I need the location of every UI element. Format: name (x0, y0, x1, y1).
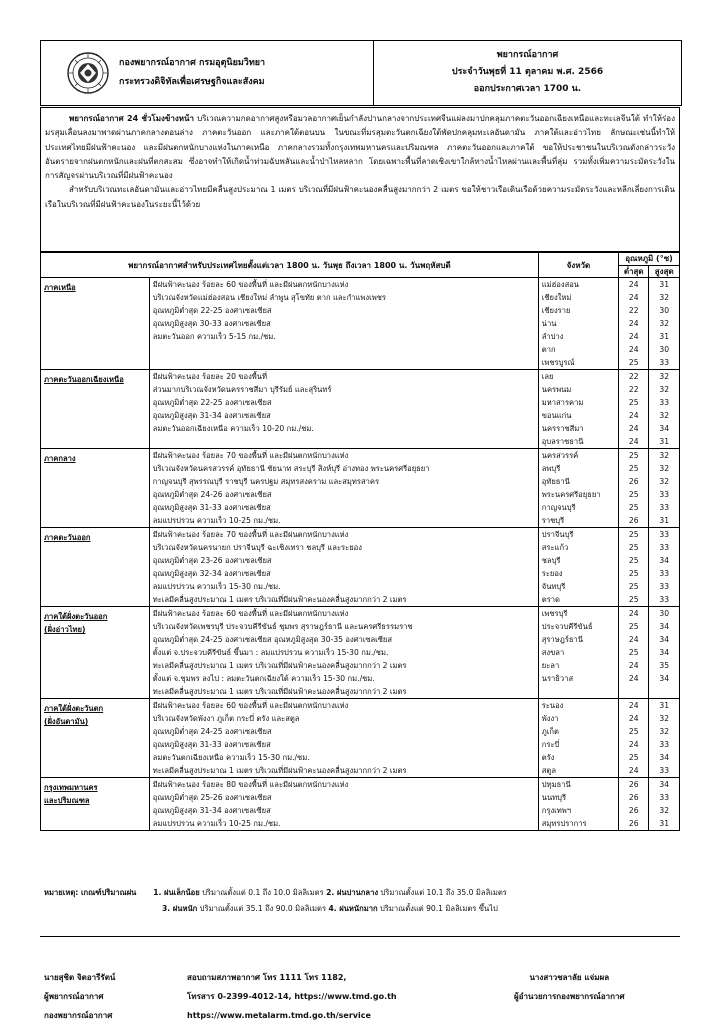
province-list (538, 607, 618, 699)
min-temp-list (619, 449, 649, 528)
max-temp: 32 (659, 451, 670, 460)
province-name: พระนครศรีอยุธยา (541, 490, 601, 499)
detail-line: อุณหภูมิสูงสุด 31-34 องศาเซลเซียส (152, 806, 271, 815)
note-divider (40, 936, 680, 937)
detail-line: อุณหภูมิต่ำสุด 24-25 องศาเซลเซียส อุณหภูมิสูงสุด 30-35 องศาเซลเซียส (152, 635, 392, 644)
detail-line: บริเวณจังหวัดแม่ฮ่องสอน เชียงใหม่ ลำพูน สุโขทัย ตาก และกำแพงเพชร (152, 293, 386, 302)
min-temp: 25 (628, 464, 639, 473)
summary-text: บริเวณความกดอากาศสูงหรือมวลอากาศเย็นกำลังปานกลางจากประเทศจีนแผ่ลงมาปกคลุมภาคตะวันออกเฉียงเหนือและทะเลจีนใต้ ทำให้ร่องมรสุมเลื่อนลงมาพาดผ่านภาคกลางตอนล่าง ภาคตะวันออก และภาคใต้ตอนบน ในขณะที่มรสุมตะวันตกเฉียงใต้พัดปกคลุมทะเลอันดามัน ภาคใต้และอ่าวไทย ลักษณะเช่นนี้ทำให้ประเทศไทยมีฝนฟ้าคะนอง และมีฝนตกหนักบางแห่งในภาคเหนือ ภาคกลางรวมทั้งกรุงเทพมหานครและปริมณฑล ภาคตะวันออกและภาคใต้ ขอให้ประชาชนในบริเวณดังกล่าวระวังอันตรายจากฝนตกหนักและฝนที่ตกสะสม ซึ่งอาจทำให้เกิดน้ำท่วมฉับพลันและน้ำป่าไหลหลาก โดยเฉพาะพื้นที่ลาดเชิงเขาใกล้ทางน้ำไหลผ่านและพื้นที่ลุ่ม รวมทั้งเพิ่มความระมัดระวังในการสัญจรผ่านบริเวณที่มีฝนฟ้าคะนอง (45, 114, 675, 181)
max-temp: 33 (659, 530, 670, 539)
detail-line: ลมตะวันออกเฉียงเหนือ ความเร็ว 10-20 กม./ชม. (152, 424, 314, 433)
forecaster-name: นายสุชิต จิตอารีรัตน์ (44, 973, 116, 982)
rain-moderate-range: ปริมาณตั้งแต่ 10.1 ถึง 35.0 มิลลิเมตร (378, 888, 507, 897)
rain-light-range: ปริมาณตั้งแต่ 0.1 ถึง 10.0 มิลลิเมตร (199, 888, 327, 897)
max-temp: 32 (659, 806, 670, 815)
detail-line: อุณหภูมิต่ำสุด 25-26 องศาเซลเซียส (152, 793, 272, 802)
max-temp: 31 (659, 280, 670, 289)
min-temp: 25 (628, 543, 639, 552)
region-title: ภาคกลาง (44, 454, 76, 463)
min-temp: 25 (628, 648, 639, 657)
detail-line: ส่วนมากบริเวณจังหวัดนครราชสีมา บุรีรัมย์ และสุรินทร์ (152, 385, 332, 394)
min-temp-list (619, 278, 649, 370)
region-name (41, 778, 150, 831)
max-temp: 34 (659, 648, 670, 657)
province-name: ขอนแก่น (541, 411, 572, 420)
province-name: นครราชสีมา (541, 424, 584, 433)
director-title: ผู้อำนวยการกองพยากรณ์อากาศ (514, 992, 625, 1001)
region-row (41, 449, 680, 528)
region-row (41, 370, 680, 449)
min-temp: 26 (628, 477, 639, 486)
min-temp: 26 (628, 806, 639, 815)
forecaster-title: ผู้พยากรณ์อากาศ (44, 992, 104, 1001)
province-name: นครพนม (541, 385, 572, 394)
max-temp-list (649, 699, 680, 778)
max-temp: 32 (659, 464, 670, 473)
region-title: ภาคเหนือ (44, 283, 76, 292)
max-temp: 33 (659, 503, 670, 512)
province-name: สตูล (541, 766, 556, 775)
forecaster-block (44, 968, 115, 1025)
min-temp: 24 (628, 332, 639, 341)
max-temp: 32 (659, 714, 670, 723)
province-name: สระแก้ว (541, 543, 569, 552)
max-temp: 32 (659, 411, 670, 420)
max-temp: 32 (659, 727, 670, 736)
doc-date: ประจำวันพุธที่ 11 ตุลาคม พ.ศ. 2566 (451, 67, 604, 77)
min-temp: 24 (628, 635, 639, 644)
province-column-header: จังหวัด (538, 253, 618, 278)
detail-line (153, 356, 535, 369)
detail-line (153, 343, 535, 356)
province-list (538, 278, 618, 370)
max-temp: 32 (659, 319, 670, 328)
rain-heavy-label: 3. ฝนหนัก (162, 904, 198, 913)
max-temp: 34 (659, 622, 670, 631)
region-title: ภาคตะวันออกเฉียงเหนือ (44, 375, 124, 384)
detail-line: อุณหภูมิต่ำสุด 22-25 องศาเซลเซียส (152, 398, 272, 407)
temp-column-header: อุณหภูมิ (°ซ) (619, 253, 680, 266)
min-temp: 26 (628, 793, 639, 802)
province-name: นราธิวาส (541, 674, 574, 683)
max-temp-list (649, 528, 680, 607)
min-temp: 25 (628, 398, 639, 407)
contact-block (187, 968, 397, 1025)
regional-forecast-table (40, 252, 680, 831)
min-temp: 25 (628, 753, 639, 762)
region-title: ภาคใต้ฝั่งตะวันตก (44, 704, 104, 713)
max-temp: 32 (659, 477, 670, 486)
max-temp: 34 (659, 780, 670, 789)
max-temp: 34 (659, 635, 670, 644)
marine-text: สำหรับบริเวณทะเลอันดามันและอ่าวไทยมีคลื่นสูงประมาณ 1 เมตร บริเวณที่มีฝนฟ้าคะนองคลื่นสูงมากกว่า 2 เมตร ขอให้ชาวเรือเดินเรือด้วยความระมัดระวังและหลีกเลี่ยงการเดินเรือในบริเวณที่มีฝนฟ้าคะนองในระยะนี้ไว้ด้วย (45, 185, 675, 209)
region-name (41, 278, 150, 370)
max-temp: 34 (659, 556, 670, 565)
ministry-name: กระทรวงดิจิทัลเพื่อเศรษฐกิจและสังคม (119, 77, 265, 87)
detail-line: อุณหภูมิต่ำสุด 23-26 องศาเซลเซียส (152, 556, 272, 565)
province-name (542, 685, 615, 698)
min-temp: 25 (628, 569, 639, 578)
region-name (41, 370, 150, 449)
min-temp: 26 (628, 819, 639, 828)
province-name: อุทัยธานี (541, 477, 570, 486)
min-temp: 25 (628, 582, 639, 591)
province-name: นนทบุรี (541, 793, 567, 802)
max-temp: 32 (659, 372, 670, 381)
province-name: มหาสารคาม (541, 398, 584, 407)
province-name: เลย (541, 372, 554, 381)
agency-name: กองพยากรณ์อากาศ กรมอุตุนิยมวิทยา (119, 58, 266, 68)
min-temp: 24 (628, 714, 639, 723)
region-name (41, 699, 150, 778)
rain-heavy-range: ปริมาณตั้งแต่ 35.1 ถึง 90.0 มิลลิเมตร (197, 904, 329, 913)
detail-line: ลมแปรปรวน ความเร็ว 15-30 กม./ชม. (152, 582, 281, 591)
region-detail (149, 370, 538, 449)
province-name: ปทุมธานี (541, 780, 571, 789)
min-temp-list (619, 528, 649, 607)
forecast-summary (40, 107, 680, 252)
region-subtitle: (ฝั่งอันดามัน) (44, 717, 89, 726)
max-temp: 33 (659, 766, 670, 775)
region-name (41, 607, 150, 699)
province-name: ลพบุรี (541, 464, 561, 473)
max-temp: 33 (659, 793, 670, 802)
detail-line: บริเวณจังหวัดนครสวรรค์ อุทัยธานี ชัยนาท สระบุรี สิงห์บุรี อ่างทอง พระนครศรีอยุธยา (152, 464, 430, 473)
director-block (514, 968, 625, 1006)
max-temp: 33 (659, 569, 670, 578)
max-temp-list (649, 607, 680, 699)
province-name: จันทบุรี (541, 582, 566, 591)
region-title: ภาคตะวันออก (44, 533, 91, 542)
max-temp: 30 (659, 306, 670, 315)
min-temp: 24 (628, 437, 639, 446)
min-temp: 25 (628, 530, 639, 539)
max-temp: 33 (659, 595, 670, 604)
document-header (40, 40, 682, 106)
max-temp: 31 (659, 701, 670, 710)
rain-moderate-label: 2. ฝนปานกลาง (326, 888, 379, 897)
min-temp-list (619, 778, 649, 831)
province-name: ชลบุรี (541, 556, 561, 565)
max-temp: 30 (659, 609, 670, 618)
region-title: กรุงเทพมหานคร (44, 783, 98, 792)
province-name: สมุทรปราการ (541, 819, 587, 828)
detail-line: ทะเลมีคลื่นสูงประมาณ 1 เมตร บริเวณที่มีฝนฟ้าคะนองคลื่นสูงมากกว่า 2 เมตร (152, 595, 407, 604)
max-temp: 33 (659, 582, 670, 591)
province-name: เชียงใหม่ (541, 293, 572, 302)
max-temp: 35 (659, 661, 670, 670)
region-row (41, 699, 680, 778)
province-name: ตาก (541, 345, 556, 354)
min-temp: 24 (628, 411, 639, 420)
min-temp: 22 (628, 372, 639, 381)
province-name: ราชบุรี (541, 516, 565, 525)
min-temp: 25 (628, 451, 639, 460)
province-name: ยะลา (541, 661, 560, 670)
min-temp: 24 (628, 766, 639, 775)
detail-line: ลมตะวันตกเฉียงเหนือ ความเร็ว 15-30 กม./ชม. (152, 753, 310, 762)
region-subtitle: (ฝั่งอ่าวไทย) (44, 625, 86, 634)
province-name: กรุงเทพฯ (541, 806, 572, 815)
detail-line: อุณหภูมิต่ำสุด 24-25 องศาเซลเซียส (152, 727, 272, 736)
max-temp: 34 (659, 674, 670, 683)
province-name: ระนอง (541, 701, 564, 710)
region-detail (149, 778, 538, 831)
rain-very-heavy-label: 4. ฝนหนักมาก (328, 904, 378, 913)
region-detail (149, 278, 538, 370)
max-temp: 34 (659, 753, 670, 762)
detail-line: อุณหภูมิสูงสุด 32-34 องศาเซลเซียส (152, 569, 271, 578)
region-subtitle: และปริมณฑล (44, 796, 90, 805)
detail-line: ลมตะวันออก ความเร็ว 5-15 กม./ชม. (152, 332, 276, 341)
min-temp: 24 (628, 319, 639, 328)
region-detail (149, 528, 538, 607)
max-temp-list (649, 449, 680, 528)
min-temp-list (619, 370, 649, 449)
max-temp: 31 (659, 332, 670, 341)
min-temp: 25 (628, 595, 639, 604)
max-temp (652, 685, 676, 698)
min-temp (622, 685, 645, 698)
contact-url: https://www.metalarm.tmd.go.th/service (187, 1011, 371, 1020)
region-name (41, 528, 150, 607)
province-name: เชียงราย (541, 306, 571, 315)
region-detail (149, 607, 538, 699)
max-temp: 34 (659, 424, 670, 433)
province-name: ภูเก็ต (541, 727, 559, 736)
province-name: สุราษฎร์ธานี (541, 635, 584, 644)
province-name: ลำปาง (541, 332, 564, 341)
province-name: เพชรบูรณ์ (541, 358, 575, 367)
detail-line: อุณหภูมิสูงสุด 31-34 องศาเซลเซียส (152, 411, 271, 420)
min-temp: 24 (628, 293, 639, 302)
min-temp: 25 (628, 503, 639, 512)
min-temp-list (619, 607, 649, 699)
forecast-column-header: พยากรณ์อากาศสำหรับประเทศไทยตั้งแต่เวลา 1800 น. วันพุธ ถึงเวลา 1800 น. วันพฤหัสบดี (41, 253, 539, 278)
min-temp: 24 (628, 280, 639, 289)
max-temp: 33 (659, 398, 670, 407)
min-temp: 25 (628, 622, 639, 631)
note-label: หมายเหตุ: เกณฑ์ปริมาณฝน (44, 888, 137, 897)
detail-line: มีฝนฟ้าคะนอง ร้อยละ 20 ของพื้นที่ (152, 372, 267, 381)
detail-line: มีฝนฟ้าคะนอง ร้อยละ 70 ของพื้นที่ และมีฝนตกหนักบางแห่ง (152, 530, 349, 539)
forecaster-dept: กองพยากรณ์อากาศ (44, 1011, 113, 1020)
detail-line: มีฝนฟ้าคะนอง ร้อยละ 60 ของพื้นที่ และมีฝนตกหนักบางแห่ง (152, 280, 349, 289)
region-row (41, 528, 680, 607)
detail-line: อุณหภูมิสูงสุด 31-33 องศาเซลเซียส (152, 503, 271, 512)
province-name: นครสวรรค์ (541, 451, 579, 460)
min-temp: 22 (628, 306, 639, 315)
province-name: กระบี่ (541, 740, 560, 749)
province-name: ระยอง (541, 569, 563, 578)
min-temp: 25 (628, 727, 639, 736)
detail-line: มีฝนฟ้าคะนอง ร้อยละ 80 ของพื้นที่ และมีฝนตกหนักบางแห่ง (152, 780, 349, 789)
min-temp-header: ต่ำสุด (619, 265, 649, 278)
max-temp-list (649, 370, 680, 449)
max-temp-list (649, 778, 680, 831)
detail-line: ตั้งแต่ จ.ประจวบคีรีขันธ์ ขึ้นมา : ลมแปรปรวน ความเร็ว 15-30 กม./ชม. (152, 648, 389, 657)
min-temp: 24 (628, 661, 639, 670)
province-name: ประจวบคีรีขันธ์ (541, 622, 593, 631)
max-temp: 31 (659, 437, 670, 446)
min-temp: 24 (628, 701, 639, 710)
max-temp: 31 (659, 516, 670, 525)
issue-time: ออกประกาศเวลา 1700 น. (473, 84, 582, 94)
province-name: พังงา (541, 714, 559, 723)
min-temp: 24 (628, 345, 639, 354)
min-temp: 25 (628, 490, 639, 499)
province-name: อุบลราชธานี (541, 437, 584, 446)
min-temp: 26 (628, 516, 639, 525)
max-temp: 33 (659, 740, 670, 749)
province-list (538, 370, 618, 449)
title-block (374, 41, 681, 105)
rain-very-heavy-range: ปริมาณตั้งแต่ 90.1 มิลลิเมตร ขึ้นไป (377, 904, 498, 913)
min-temp-list (619, 699, 649, 778)
province-name: ปราจีนบุรี (541, 530, 574, 539)
agency-block (41, 41, 374, 105)
province-name: ตรัง (541, 753, 555, 762)
max-temp: 32 (659, 293, 670, 302)
detail-line: อุณหภูมิต่ำสุด 24-26 องศาเซลเซียส (152, 490, 272, 499)
region-row (41, 778, 680, 831)
detail-line: มีฝนฟ้าคะนอง ร้อยละ 60 ของพื้นที่ และมีฝนตกหนักบางแห่ง (152, 609, 349, 618)
province-list (538, 528, 618, 607)
detail-line: อุณหภูมิต่ำสุด 22-25 องศาเซลเซียส (152, 306, 272, 315)
max-temp-list (649, 278, 680, 370)
detail-line: บริเวณจังหวัดพังงา ภูเก็ต กระบี่ ตรัง และสตูล (152, 714, 300, 723)
detail-line: มีฝนฟ้าคะนอง ร้อยละ 60 ของพื้นที่ และมีฝนตกหนักบางแห่ง (152, 701, 349, 710)
region-detail (149, 699, 538, 778)
detail-line: อุณหภูมิสูงสุด 30-33 องศาเซลเซียส (152, 319, 271, 328)
contact-fax: โทรสาร 0-2399-4012-14, https://www.tmd.go.th (187, 992, 397, 1001)
province-name: เพชรบุรี (541, 609, 568, 618)
min-temp: 24 (628, 424, 639, 433)
detail-line: ทะเลมีคลื่นสูงประมาณ 1 เมตร บริเวณที่มีฝนฟ้าคะนองคลื่นสูงมากกว่า 2 เมตร (152, 766, 407, 775)
detail-line: อุณหภูมิสูงสุด 31-33 องศาเซลเซียส (152, 740, 271, 749)
min-temp: 25 (628, 358, 639, 367)
province-name: น่าน (541, 319, 557, 328)
max-temp: 33 (659, 490, 670, 499)
rain-light-label: 1. ฝนเล็กน้อย (153, 888, 200, 897)
max-temp: 31 (659, 819, 670, 828)
province-name: กาญจนบุรี (541, 503, 576, 512)
max-temp: 33 (659, 358, 670, 367)
max-temp-header: สูงสุด (649, 265, 680, 278)
detail-line: ทะเลมีคลื่นสูงประมาณ 1 เมตร บริเวณที่มีฝนฟ้าคะนองคลื่นสูงมากกว่า 2 เมตร (152, 687, 407, 696)
detail-line (153, 435, 535, 448)
region-title: ภาคใต้ฝั่งตะวันออก (44, 612, 108, 621)
min-temp: 26 (628, 780, 639, 789)
max-temp: 32 (659, 385, 670, 394)
detail-line: บริเวณจังหวัดเพชรบุรี ประจวบคีรีขันธ์ ชุมพร สุราษฎร์ธานี และนครศรีธรรมราช (152, 622, 413, 631)
province-list (538, 449, 618, 528)
province-name: แม่ฮ่องสอน (541, 280, 579, 289)
min-temp: 24 (628, 609, 639, 618)
table-header-row (41, 253, 680, 266)
doc-title: พยากรณ์อากาศ (496, 50, 559, 60)
max-temp: 33 (659, 543, 670, 552)
region-row (41, 278, 680, 370)
province-list (538, 699, 618, 778)
province-name: ตราด (541, 595, 560, 604)
director-name: นางสาวชลาลัย แจ่มผล (529, 973, 610, 982)
detail-line: มีฝนฟ้าคะนอง ร้อยละ 70 ของพื้นที่ และมีฝนตกหนักบางแห่ง (152, 451, 349, 460)
region-row (41, 607, 680, 699)
detail-line: ลมแปรปรวน ความเร็ว 10-25 กม./ชม. (152, 516, 281, 525)
region-detail (149, 449, 538, 528)
region-name (41, 449, 150, 528)
min-temp: 24 (628, 740, 639, 749)
detail-line: ลมแปรปรวน ความเร็ว 10-25 กม./ชม. (152, 819, 281, 828)
min-temp: 25 (628, 556, 639, 565)
detail-line: บริเวณจังหวัดนครนายก ปราจีนบุรี ฉะเชิงเทรา ชลบุรี และระยอง (152, 543, 362, 552)
detail-line: กาญจนบุรี สุพรรณบุรี ราชบุรี นครปฐม สมุทรสงคราม และสมุทรสาคร (152, 477, 380, 486)
min-temp: 24 (628, 674, 639, 683)
tmd-seal-icon (67, 52, 109, 94)
summary-lead: พยากรณ์อากาศ 24 ชั่วโมงข้างหน้า (69, 114, 195, 123)
max-temp: 30 (659, 345, 670, 354)
min-temp: 22 (628, 385, 639, 394)
detail-line: ตั้งแต่ จ.ชุมพร ลงไป : ลมตะวันตกเฉียงใต้ ความเร็ว 15-30 กม./ชม. (152, 674, 375, 683)
province-name: สงขลา (541, 648, 565, 657)
detail-line: ทะเลมีคลื่นสูงประมาณ 1 เมตร บริเวณที่มีฝนฟ้าคะนองคลื่นสูงมากกว่า 2 เมตร (152, 661, 407, 670)
province-list (538, 778, 618, 831)
contact-phone: สอบถามสภาพอากาศ โทร 1111 โทร 1182, (187, 973, 347, 982)
